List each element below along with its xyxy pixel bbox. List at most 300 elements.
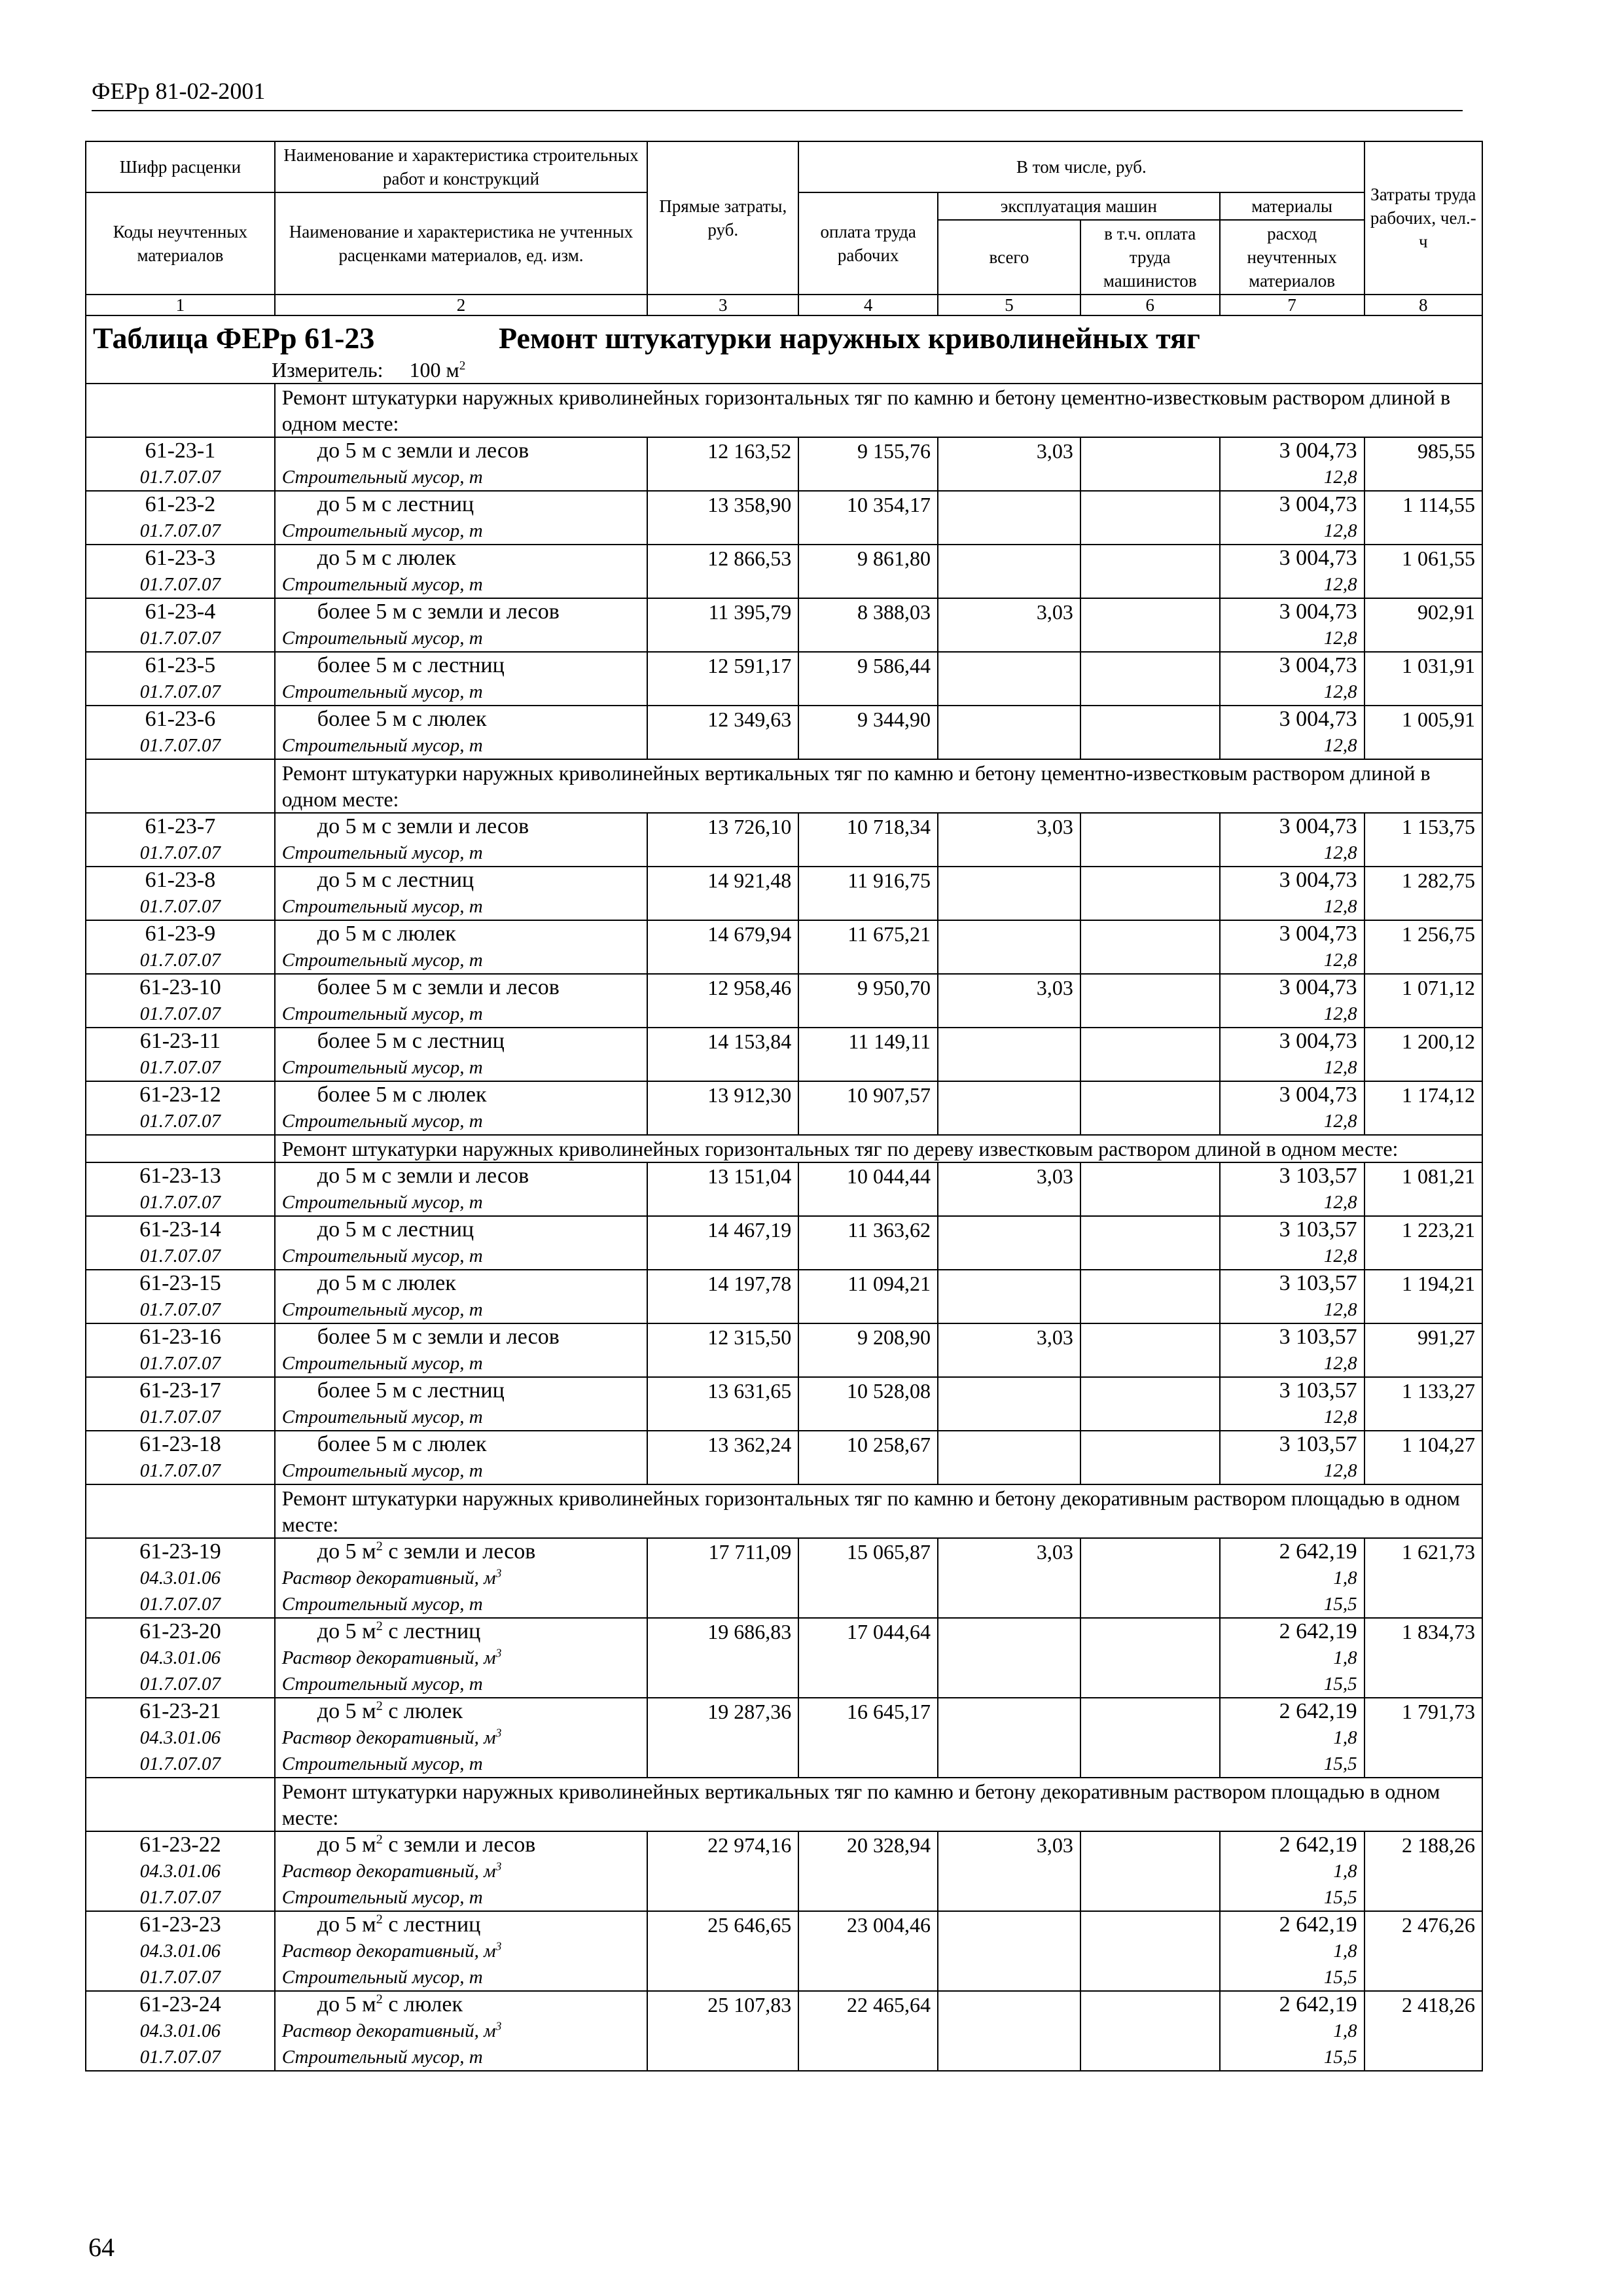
machinist-pay [1080,706,1220,759]
header-cell-materials: материалы [1220,192,1364,220]
header-rule [92,110,1463,111]
materials-cost: 3 004,73 [1279,439,1357,463]
labor-hours: 1 153,75 [1364,813,1482,867]
machinist-pay [1080,1431,1220,1484]
labor-hours: 1 031,91 [1364,652,1482,706]
machines-total [938,1028,1080,1081]
material-quantity: 12,8 [1323,1407,1357,1427]
direct-costs: 12 591,17 [647,652,798,706]
rate-code-cell [86,920,275,974]
group-row [86,1135,1482,1162]
rate-code: 61-23-8 [145,868,216,892]
header-cell-rate-code: Шифр расценки [86,141,275,192]
machinist-pay [1080,652,1220,706]
rate-code-cell [86,652,275,706]
material-code: 01.7.07.07 [139,1887,221,1908]
material-name: Строительный мусор, т [281,950,483,971]
machinist-pay [1080,974,1220,1028]
material-code: 04.3.01.06 [139,1568,221,1588]
machines-total: 3,03 [938,813,1080,867]
labor-hours: 2 418,26 [1364,1991,1482,2071]
rate-code-cell [86,598,275,652]
material-name: Строительный мусор, т [281,467,483,488]
rate-code-cell [86,1431,275,1484]
rate-code-cell [86,813,275,867]
table-row [86,1431,1482,1484]
material-name: Строительный мусор, т [281,1192,483,1213]
material-name: Строительный мусор, т [281,896,483,917]
material-code: 01.7.07.07 [139,1353,221,1374]
rate-code: 61-23-7 [145,814,216,838]
materials-cost: 3 004,73 [1279,868,1357,892]
materials-cell [1220,1216,1364,1270]
material-name: Строительный мусор, т [281,1407,483,1427]
machines-total: 3,03 [938,1831,1080,1911]
worker-pay: 17 044,64 [798,1618,938,1698]
group-row [86,384,1482,437]
materials-cost: 3 004,73 [1279,653,1357,677]
materials-cell [1220,1991,1364,2071]
material-name: Строительный мусор, т [281,1003,483,1024]
rate-code: 61-23-23 [139,1912,221,1937]
worker-pay: 9 586,44 [798,652,938,706]
labor-hours: 1 282,75 [1364,867,1482,920]
work-name: до 5 $м^2$ с земли и лесов [317,1539,536,1564]
work-description-cell [275,437,647,491]
work-name: более 5 м с земли и лесов [317,600,560,624]
machines-total [938,545,1080,598]
material-quantity: 12,8 [1323,520,1357,541]
rate-code-cell [86,1698,275,1778]
material-code: 01.7.07.07 [139,950,221,971]
materials-cost: 3 103,57 [1279,1325,1357,1349]
materials-cost: 3 004,73 [1279,707,1357,731]
rate-code-cell [86,1377,275,1431]
material-quantity: 12,8 [1323,1353,1357,1374]
direct-costs: 12 958,46 [647,974,798,1028]
table-row [86,1618,1482,1698]
work-name: до 5 $м^2$ с лестниц [317,1912,481,1937]
header-cell-machines-total: всего [938,220,1080,295]
labor-hours: 1 256,75 [1364,920,1482,974]
machines-total [938,920,1080,974]
labor-hours: 1 834,73 [1364,1618,1482,1698]
machinist-pay [1080,867,1220,920]
machinist-pay [1080,813,1220,867]
materials-cost: 2 642,19 [1279,1992,1357,2017]
worker-pay: 11 149,11 [798,1028,938,1081]
column-number: 7 [1220,295,1364,315]
work-description-cell [275,1991,647,2071]
rate-code-cell [86,1911,275,1991]
materials-cost: 3 004,73 [1279,1083,1357,1107]
group-title: Ремонт штукатурки наружных криволинейных вертикальных тяг по камню и бетону декоративным раствором площадью в одном месте: [275,1778,1482,1831]
materials-cost: 3 103,57 [1279,1217,1357,1242]
table-row [86,1538,1482,1618]
worker-pay: 23 004,46 [798,1911,938,1991]
material-name: Строительный мусор, т [281,1111,483,1132]
materials-cell [1220,1081,1364,1135]
machines-total [938,1698,1080,1778]
rate-code-cell [86,545,275,598]
direct-costs: 14 679,94 [647,920,798,974]
work-name: до 5 м с земли и лесов [317,814,529,838]
labor-hours: 1 133,27 [1364,1377,1482,1431]
machinist-pay [1080,1618,1220,1698]
table-row [86,1911,1482,1991]
direct-costs: 14 921,48 [647,867,798,920]
rate-code-cell [86,1216,275,1270]
table-row [86,867,1482,920]
table-row [86,1162,1482,1216]
material-quantity: 12,8 [1323,1192,1357,1213]
machinist-pay [1080,437,1220,491]
materials-cost: 3 004,73 [1279,600,1357,624]
rate-code: 61-23-13 [139,1164,221,1188]
labor-hours: 1 194,21 [1364,1270,1482,1323]
labor-hours: 1 104,27 [1364,1431,1482,1484]
table-row [86,813,1482,867]
worker-pay: 22 465,64 [798,1991,938,2071]
labor-hours: 1 005,91 [1364,706,1482,759]
labor-hours: 1 200,12 [1364,1028,1482,1081]
machinist-pay [1080,1831,1220,1911]
labor-hours: 991,27 [1364,1323,1482,1377]
machinist-pay [1080,598,1220,652]
material-name: Строительный мусор, т [281,628,483,649]
worker-pay: 10 258,67 [798,1431,938,1484]
material-name: Раствор декоративный, $м^3$ [281,1566,502,1588]
rate-code: 61-23-6 [145,707,216,731]
material-code: 01.7.07.07 [139,2047,221,2068]
material-code: 01.7.07.07 [139,1111,221,1132]
rate-code: 61-23-19 [139,1539,221,1564]
table-row [86,920,1482,974]
machines-total [938,491,1080,545]
material-code: 01.7.07.07 [139,1057,221,1078]
material-quantity: 12,8 [1323,574,1357,595]
group-spacer [86,384,275,437]
rate-code-cell [86,437,275,491]
work-description-cell [275,1538,647,1618]
column-number: 2 [275,295,647,315]
material-quantity: 15,5 [1323,1967,1357,1988]
group-spacer [86,1778,275,1831]
labor-hours: 2 188,26 [1364,1831,1482,1911]
header-cell-worker-pay: оплата труда рабочих [798,192,938,295]
rate-code: 61-23-14 [139,1217,221,1242]
rate-code: 61-23-2 [145,492,216,516]
group-row [86,1778,1482,1831]
material-code: 01.7.07.07 [139,1967,221,1988]
materials-cost: 3 004,73 [1279,922,1357,946]
group-row [86,759,1482,813]
material-quantity: 12,8 [1323,1299,1357,1320]
direct-costs: 13 726,10 [647,813,798,867]
rate-code-cell [86,491,275,545]
rate-code: 61-23-1 [145,439,216,463]
material-name: Строительный мусор, т [281,681,483,702]
material-quantity: 12,8 [1323,467,1357,488]
material-quantity: 15,5 [1323,1594,1357,1615]
material-code: 01.7.07.07 [139,1407,221,1427]
table-row [86,1270,1482,1323]
table-row [86,974,1482,1028]
material-code: 04.3.01.06 [139,2020,221,2041]
machines-total: 3,03 [938,1162,1080,1216]
material-code: 01.7.07.07 [139,520,221,541]
material-quantity: 1,8 [1333,1861,1357,1882]
table-row [86,491,1482,545]
rate-code-cell [86,1618,275,1698]
materials-cell [1220,1618,1364,1698]
worker-pay: 9 344,90 [798,706,938,759]
labor-hours: 2 476,26 [1364,1911,1482,1991]
material-code: 04.3.01.06 [139,1941,221,1962]
material-name: Строительный мусор, т [281,842,483,863]
machinist-pay [1080,545,1220,598]
table-row [86,1323,1482,1377]
material-quantity: 12,8 [1323,681,1357,702]
labor-hours: 985,55 [1364,437,1482,491]
rate-code: 61-23-20 [139,1619,221,1643]
machines-total [938,1991,1080,2071]
column-number: 5 [938,295,1080,315]
direct-costs: 11 395,79 [647,598,798,652]
direct-costs: 12 866,53 [647,545,798,598]
materials-cost: 3 004,73 [1279,975,1357,999]
rate-code: 61-23-18 [139,1432,221,1456]
rate-code-cell [86,706,275,759]
column-number: 1 [86,295,275,315]
group-spacer [86,759,275,813]
machines-total: 3,03 [938,598,1080,652]
material-name: Строительный мусор, т [281,1353,483,1374]
work-name: до 5 $м^2$ с лестниц [317,1619,481,1643]
table-row [86,437,1482,491]
work-description-cell [275,813,647,867]
materials-cost: 3 004,73 [1279,492,1357,516]
material-code: 01.7.07.07 [139,1299,221,1320]
material-name: Строительный мусор, т [281,1753,483,1774]
material-quantity: 1,8 [1333,1727,1357,1748]
material-quantity: 1,8 [1333,1647,1357,1668]
work-name: до 5 $м^2$ с земли и лесов [317,1832,536,1857]
material-name: Строительный мусор, т [281,574,483,595]
work-name: до 5 м с земли и лесов [317,1164,529,1188]
machinist-pay [1080,1270,1220,1323]
header-cell-machinist-pay: в т.ч. оплата труда машинистов [1080,220,1220,295]
materials-cell [1220,652,1364,706]
machinist-pay [1080,1538,1220,1618]
material-code: 01.7.07.07 [139,1192,221,1213]
material-quantity: 12,8 [1323,1246,1357,1266]
table-row [86,706,1482,759]
measure-label: Измеритель: [272,358,383,382]
machinist-pay [1080,491,1220,545]
group-spacer [86,1484,275,1538]
work-name: до 5 м с люлек [317,922,456,946]
materials-cell [1220,545,1364,598]
material-name: Раствор декоративный, $м^3$ [281,1939,502,1962]
worker-pay: 9 208,90 [798,1323,938,1377]
work-name: более 5 м с люлек [317,1083,487,1107]
material-code: 01.7.07.07 [139,1460,221,1481]
material-name: Строительный мусор, т [281,1967,483,1988]
work-description-cell [275,1698,647,1778]
material-code: 01.7.07.07 [139,1674,221,1695]
rate-code-cell [86,1081,275,1135]
work-description-cell [275,1377,647,1431]
machines-total [938,1431,1080,1484]
work-description-cell [275,491,647,545]
header-cell-direct-costs: Прямые затраты, руб. [647,141,798,295]
labor-hours: 902,91 [1364,598,1482,652]
table-row [86,1698,1482,1778]
direct-costs: 14 153,84 [647,1028,798,1081]
material-code: 01.7.07.07 [139,467,221,488]
group-spacer [86,1135,275,1162]
worker-pay: 10 354,17 [798,491,938,545]
worker-pay: 20 328,94 [798,1831,938,1911]
work-name: до 5 м с лестниц [317,492,474,516]
work-name: более 5 м с земли и лесов [317,1325,560,1349]
material-code: 01.7.07.07 [139,842,221,863]
work-description-cell [275,598,647,652]
material-code: 01.7.07.07 [139,628,221,649]
labor-hours: 1 071,12 [1364,974,1482,1028]
machinist-pay [1080,1377,1220,1431]
table-label: Таблица ФЕРр 61-23 [93,321,375,355]
worker-pay: 15 065,87 [798,1538,938,1618]
rate-code: 61-23-4 [145,600,216,624]
material-code: 01.7.07.07 [139,1003,221,1024]
direct-costs: 12 349,63 [647,706,798,759]
group-title: Ремонт штукатурки наружных криволинейных горизонтальных тяг по камню и бетону цементно-известковым раствором длиной в одном месте: [275,384,1482,437]
material-name: Раствор декоративный, $м^3$ [281,1646,502,1668]
materials-cost: 3 103,57 [1279,1271,1357,1295]
worker-pay: 10 907,57 [798,1081,938,1135]
materials-cost: 3 103,57 [1279,1378,1357,1403]
material-name: Раствор декоративный, $м^3$ [281,1859,502,1882]
labor-hours: 1 061,55 [1364,545,1482,598]
materials-cell [1220,813,1364,867]
rate-code-cell [86,974,275,1028]
work-name: более 5 м с земли и лесов [317,975,560,999]
work-name: до 5 $м^2$ с люлек [317,1992,463,2017]
work-name: до 5 $м^2$ с люлек [317,1698,463,1723]
direct-costs: 13 631,65 [647,1377,798,1431]
materials-cell [1220,1698,1364,1778]
material-quantity: 15,5 [1323,2047,1357,2068]
work-name: более 5 м с люлек [317,707,487,731]
work-description-cell [275,545,647,598]
work-description-cell [275,1216,647,1270]
materials-cell [1220,598,1364,652]
rate-code-cell [86,1323,275,1377]
material-code: 01.7.07.07 [139,681,221,702]
header-cell-material-codes: Коды неучтенных материалов [86,192,275,295]
work-description-cell [275,1081,647,1135]
table-row [86,1991,1482,2071]
labor-hours: 1 621,73 [1364,1538,1482,1618]
column-number: 4 [798,295,938,315]
group-title: Ремонт штукатурки наружных криволинейных горизонтальных тяг по дереву известковым раствором длиной в одном месте: [275,1135,1482,1162]
materials-cost: 3 004,73 [1279,814,1357,838]
rate-code: 61-23-15 [139,1271,221,1295]
rate-code: 61-23-3 [145,546,216,570]
materials-cell [1220,437,1364,491]
labor-hours: 1 081,21 [1364,1162,1482,1216]
material-name: Строительный мусор, т [281,1460,483,1481]
machinist-pay [1080,1911,1220,1991]
work-name: до 5 м с люлек [317,546,456,570]
machinist-pay [1080,1028,1220,1081]
machines-total: 3,03 [938,974,1080,1028]
rate-code: 61-23-12 [139,1083,221,1107]
rate-code: 61-23-24 [139,1992,221,2017]
rate-code-cell [86,1270,275,1323]
materials-cell [1220,1323,1364,1377]
work-description-cell [275,1431,647,1484]
rate-code-cell [86,1162,275,1216]
material-quantity: 12,8 [1323,1111,1357,1132]
worker-pay: 9 155,76 [798,437,938,491]
work-description-cell [275,974,647,1028]
material-quantity: 12,8 [1323,896,1357,917]
group-title: Ремонт штукатурки наружных криволинейных горизонтальных тяг по камню и бетону декоративным раствором площадью в одном месте: [275,1484,1482,1538]
page-number: 64 [88,2233,115,2262]
materials-cell [1220,1162,1364,1216]
machinist-pay [1080,1991,1220,2071]
labor-hours: 1 174,12 [1364,1081,1482,1135]
materials-cell [1220,974,1364,1028]
materials-cost: 2 642,19 [1279,1699,1357,1723]
worker-pay: 11 675,21 [798,920,938,974]
machinist-pay [1080,1216,1220,1270]
group-row [86,1484,1482,1538]
header-cell-material-names: Наименование и характеристика не учтенных расценками материалов, ед. изм. [275,192,647,295]
material-quantity: 15,5 [1323,1753,1357,1774]
worker-pay: 8 388,03 [798,598,938,652]
header-cell-work-name: Наименование и характеристика строительных работ и конструкций [275,141,647,192]
material-name: Строительный мусор, т [281,1299,483,1320]
machines-total [938,652,1080,706]
machines-total: 3,03 [938,1538,1080,1618]
direct-costs: 25 107,83 [647,1991,798,2071]
worker-pay: 9 950,70 [798,974,938,1028]
direct-costs: 13 358,90 [647,491,798,545]
rate-code: 61-23-9 [145,922,216,946]
materials-cell [1220,920,1364,974]
machinist-pay [1080,1698,1220,1778]
direct-costs: 17 711,09 [647,1538,798,1618]
header-cell-including: В том числе, руб. [798,141,1364,192]
direct-costs: 14 197,78 [647,1270,798,1323]
work-name: более 5 м с люлек [317,1432,487,1456]
material-name: Строительный мусор, т [281,1887,483,1908]
work-description-cell [275,1323,647,1377]
machines-total [938,1377,1080,1431]
materials-cell [1220,1431,1364,1484]
material-quantity: 15,5 [1323,1674,1357,1695]
work-name: более 5 м с лестниц [317,1378,505,1403]
material-name: Раствор декоративный, $м^3$ [281,1726,502,1748]
measure-value: 100 $м^2$ [409,358,466,382]
machines-total [938,1911,1080,1991]
worker-pay: 10 044,44 [798,1162,938,1216]
materials-cost: 2 642,19 [1279,1539,1357,1564]
